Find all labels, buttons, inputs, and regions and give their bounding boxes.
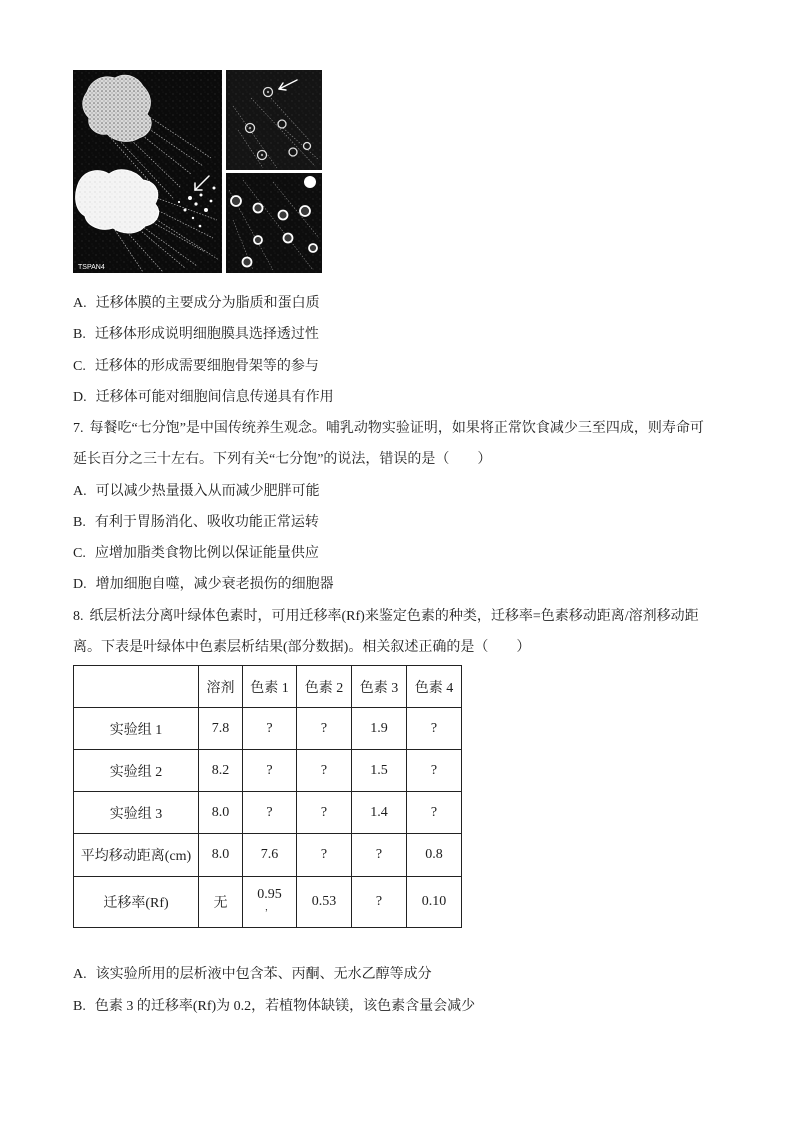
table-cell: 7.6 <box>243 834 297 877</box>
questions-block <box>73 288 704 663</box>
q7-stem-line-1 <box>73 413 704 444</box>
table-cell: ? <box>243 708 297 750</box>
table-cell <box>243 877 297 928</box>
option-text: 迁移体膜的主要成分为脂质和蛋白质 <box>95 296 320 311</box>
bottom-right-panel <box>226 173 322 273</box>
q7-option-b <box>73 507 704 538</box>
table-header-cell: 色素 4 <box>407 666 462 708</box>
option-text: 增加细胞自噬，减少衰老损伤的细胞器 <box>95 577 334 593</box>
table-row <box>74 877 462 928</box>
q8-stem-line-2 <box>73 632 704 663</box>
table-cell: ? <box>297 834 352 877</box>
table-cell: 0.8 <box>407 834 462 877</box>
option-letter: A. <box>73 967 87 982</box>
table-cell: 0.53 <box>297 877 352 928</box>
table-row <box>74 834 462 877</box>
q6-option-d <box>73 382 704 413</box>
q8-option-a <box>73 959 475 991</box>
table-row <box>74 750 462 792</box>
option-text: 迁移体的形成需要细胞骨架等的参与 <box>94 358 319 374</box>
table-cell: ? <box>352 834 407 877</box>
table-cell: ? <box>243 792 297 834</box>
table-cell: 8.0 <box>199 834 243 877</box>
table-header-cell: 溶剂 <box>199 666 243 708</box>
option-letter: B. <box>73 327 86 343</box>
table-cell: 1.9 <box>352 708 407 750</box>
option-letter: A. <box>73 296 87 311</box>
table-cell: ? <box>297 708 352 750</box>
question-number: 8. <box>73 608 84 624</box>
table-header-cell <box>74 666 199 708</box>
option-letter: D. <box>73 389 87 405</box>
stem-text: 延长百分之三十左右。下列有关“七分饱”的说法，错误的是（ ） <box>73 452 492 468</box>
q8-options-block <box>73 959 475 1023</box>
option-text: 迁移体可能对细胞间信息传递具有作用 <box>95 389 334 405</box>
option-text: 该实验所用的层析液中包含苯、丙酮、无水乙醇等成分 <box>95 967 432 982</box>
row-label: 平均移动距离(cm) <box>74 834 199 877</box>
table-header-cell: 色素 3 <box>352 666 407 708</box>
option-letter: D. <box>73 577 87 593</box>
q8-stem-line-1 <box>73 601 704 632</box>
question-number: 7. <box>73 421 84 437</box>
option-letter: C. <box>73 546 86 562</box>
table-cell: 无 <box>199 877 243 928</box>
table-cell: 1.5 <box>352 750 407 792</box>
table-row <box>74 792 462 834</box>
table-row <box>74 708 462 750</box>
option-letter: A. <box>73 483 87 499</box>
table-cell: 8.2 <box>199 750 243 792</box>
table-header-cell: 色素 1 <box>243 666 297 708</box>
q7-option-a <box>73 476 704 507</box>
table-cell: ? <box>352 877 407 928</box>
migrasome-micrograph <box>73 70 323 273</box>
table-cell: 7.8 <box>199 708 243 750</box>
table-cell: 1.4 <box>352 792 407 834</box>
option-text: 应增加脂类食物比例以保证能量供应 <box>94 546 319 562</box>
option-text: 色素 3 的迁移率(Rf)为 0.2，若植物体缺镁，该色素含量会减少 <box>94 999 476 1014</box>
table-cell: ? <box>243 750 297 792</box>
option-text: 可以减少热量摄入从而减少肥胖可能 <box>95 483 320 499</box>
q6-option-b <box>73 319 704 350</box>
q7-option-d <box>73 569 704 600</box>
pigment-chromatography-table <box>73 665 462 928</box>
figure-label: TSPAN4 <box>78 264 105 271</box>
rf-value-wrapped <box>245 888 294 913</box>
q8-option-b <box>73 991 475 1023</box>
q7-stem-line-2 <box>73 444 704 475</box>
rf-value: 0.95 <box>257 886 282 902</box>
stem-text: 每餐吃“七分饱”是中国传统养生观念。哺乳动物实验证明，如果将正常饮食减少三至四成，则寿命可 <box>89 421 704 437</box>
stem-text: 离。下表是叶绿体中色素层析结果(部分数据)。相关叙述正确的是（ ） <box>73 639 531 655</box>
row-label: 实验组 1 <box>74 708 199 750</box>
row-label: 实验组 3 <box>74 792 199 834</box>
row-label: 实验组 2 <box>74 750 199 792</box>
table-cell: ? <box>407 750 462 792</box>
table-cell: 8.0 <box>199 792 243 834</box>
option-text: 有利于胃肠消化、吸收功能正常运转 <box>94 514 319 530</box>
table-header-row <box>74 666 462 708</box>
option-letter: B. <box>73 514 86 530</box>
table-cell: ? <box>407 708 462 750</box>
table-cell: 0.10 <box>407 877 462 928</box>
option-letter: B. <box>73 999 86 1014</box>
table-cell: ? <box>297 750 352 792</box>
left-panel <box>73 70 222 273</box>
q7-option-c <box>73 538 704 569</box>
option-letter: C. <box>73 358 86 374</box>
option-text: 迁移体形成说明细胞膜具选择透过性 <box>94 327 319 343</box>
q6-option-a <box>73 288 704 319</box>
stem-text: 纸层析法分离叶绿体色素时，可用迁移率(Rf)来鉴定色素的种类，迁移率=色素移动距离/溶剂移动距 <box>89 608 699 624</box>
table-header-cell: 色素 2 <box>297 666 352 708</box>
table-cell: ? <box>407 792 462 834</box>
row-label: 迁移率(Rf) <box>74 877 199 928</box>
q6-option-c <box>73 351 704 382</box>
bright-migrasome <box>304 176 316 188</box>
top-right-panel <box>226 70 322 170</box>
rf-value-tail: ， <box>264 902 274 913</box>
table-cell: ? <box>297 792 352 834</box>
